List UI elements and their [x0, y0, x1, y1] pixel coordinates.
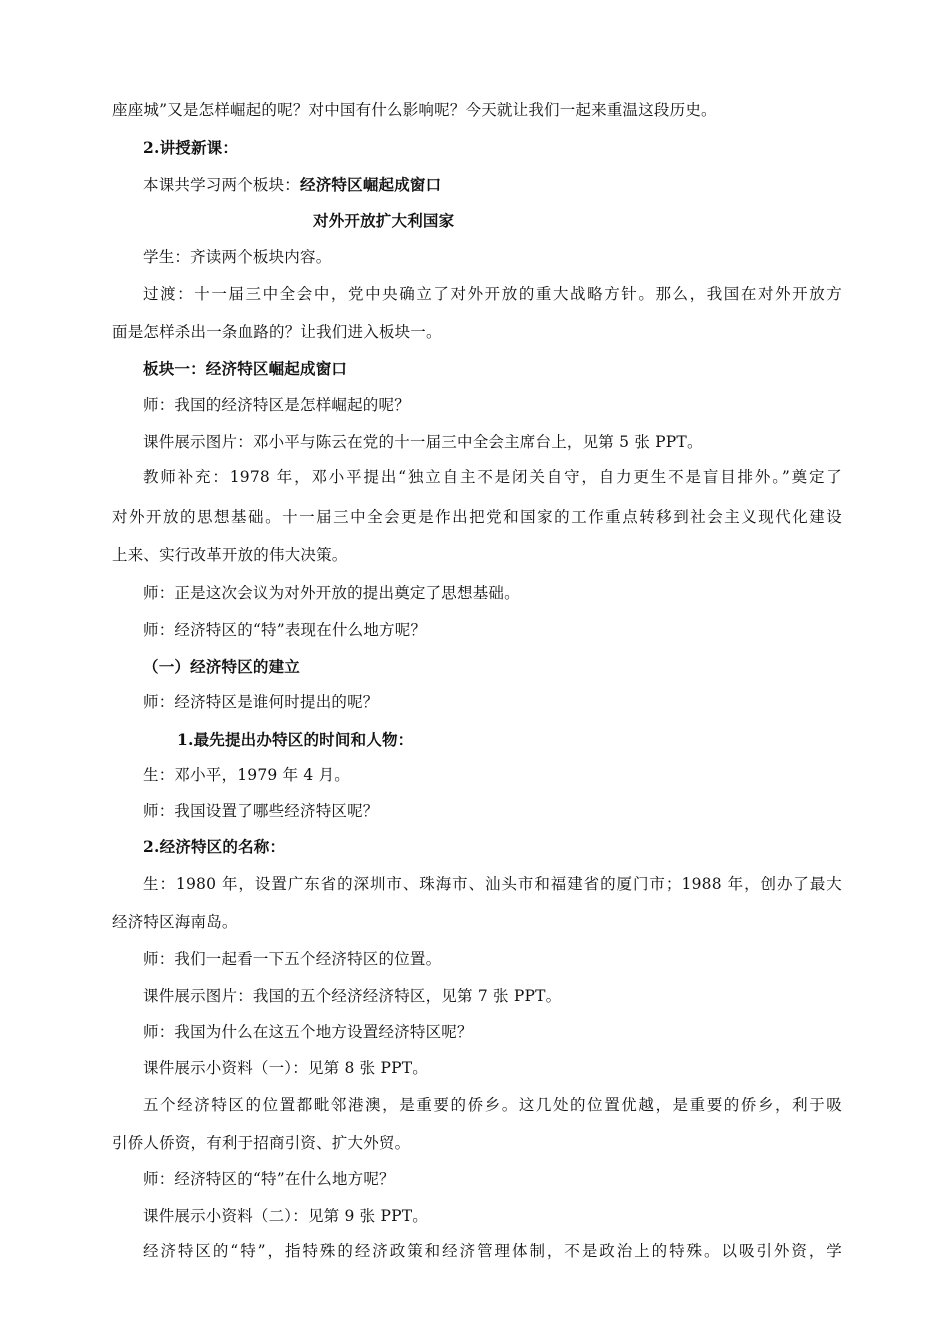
paragraph-line: [143, 174, 873, 196]
paragraph-line: 学生：齐读两个板块内容。: [143, 248, 332, 266]
paragraph-line: 课件展示图片：邓小平与陈云在党的十一届三中全会主席台上，见第 5 张 PPT。: [143, 433, 703, 451]
paragraph-line: 生：邓小平，1979 年 4 月。: [143, 766, 350, 784]
intro-text: 本课共学习两个板块：: [143, 176, 301, 194]
subsection-heading: 2.经济特区的名称：: [143, 837, 286, 856]
paragraph-line: 师：经济特区的“特”表现在什么地方呢？: [143, 621, 427, 639]
paragraph-line: 对外开放的思想基础。十一届三中全会更是作出把党和国家的工作重点转移到社会主义现代化建设: [112, 508, 842, 526]
paragraph-line: 课件展示小资料（二）：见第 9 张 PPT。: [143, 1207, 428, 1225]
paragraph-line: 经济特区海南岛。: [112, 913, 238, 931]
paragraph-line: 师：经济特区的“特”在什么地方呢？: [143, 1170, 395, 1188]
paragraph-line: 师：我国为什么在这五个地方设置经济特区呢？: [143, 1023, 473, 1041]
paragraph-line: 师：我们一起看一下五个经济特区的位置。: [143, 950, 442, 968]
paragraph-line: 课件展示图片：我国的五个经济经济特区，见第 7 张 PPT。: [143, 987, 562, 1005]
paragraph-line: 经济特区的“特”，指特殊的经济政策和经济管理体制，不是政治上的特殊。以吸引外资，学: [143, 1242, 842, 1260]
paragraph-line: 座座城”又是怎样崛起的呢？对中国有什么影响呢？今天就让我们一起来重温这段历史。: [112, 101, 717, 119]
section-heading: 板块一：经济特区崛起成窗口: [143, 359, 348, 378]
paragraph-line: 五个经济特区的位置都毗邻港澳，是重要的侨乡。这几处的位置优越，是重要的侨乡，利于吸: [143, 1096, 842, 1114]
module-title-1: 经济特区崛起成窗口: [300, 175, 442, 194]
paragraph-line: 课件展示小资料（一）：见第 8 张 PPT。: [143, 1059, 428, 1077]
section-heading: （一）经济特区的建立: [143, 657, 301, 676]
paragraph-line: 面是怎样杀出一条血路的？让我们进入板块一。: [112, 323, 442, 341]
subsection-heading: 1.最先提出办特区的时间和人物：: [177, 730, 414, 749]
paragraph-line: 生：1980 年，设置广东省的深圳市、珠海市、汕头市和福建省的厦门市；1988 年，创办了最大: [143, 875, 842, 893]
paragraph-line: 师：我国设置了哪些经济特区呢？: [143, 802, 379, 820]
paragraph-line: 过渡：十一届三中全会中，党中央确立了对外开放的重大战略方针。那么，我国在对外开放方: [143, 285, 842, 303]
section-heading: 2.讲授新课：: [143, 138, 239, 157]
paragraph-line: 师：经济特区是谁何时提出的呢？: [143, 693, 379, 711]
paragraph-line: 师：正是这次会议为对外开放的提出奠定了思想基础。: [143, 584, 520, 602]
paragraph-line: 教师补充：1978 年，邓小平提出“独立自主不是闭关自守，自力更生不是盲目排外。”奠定了: [143, 468, 842, 486]
paragraph-line: 上来、实行改革开放的伟大决策。: [112, 546, 348, 564]
paragraph-line: 师：我国的经济特区是怎样崛起的呢？: [143, 396, 410, 414]
module-title-2: 对外开放扩大利国家: [313, 211, 455, 230]
paragraph-line: 引侨人侨资，有利于招商引资、扩大外贸。: [112, 1134, 411, 1152]
